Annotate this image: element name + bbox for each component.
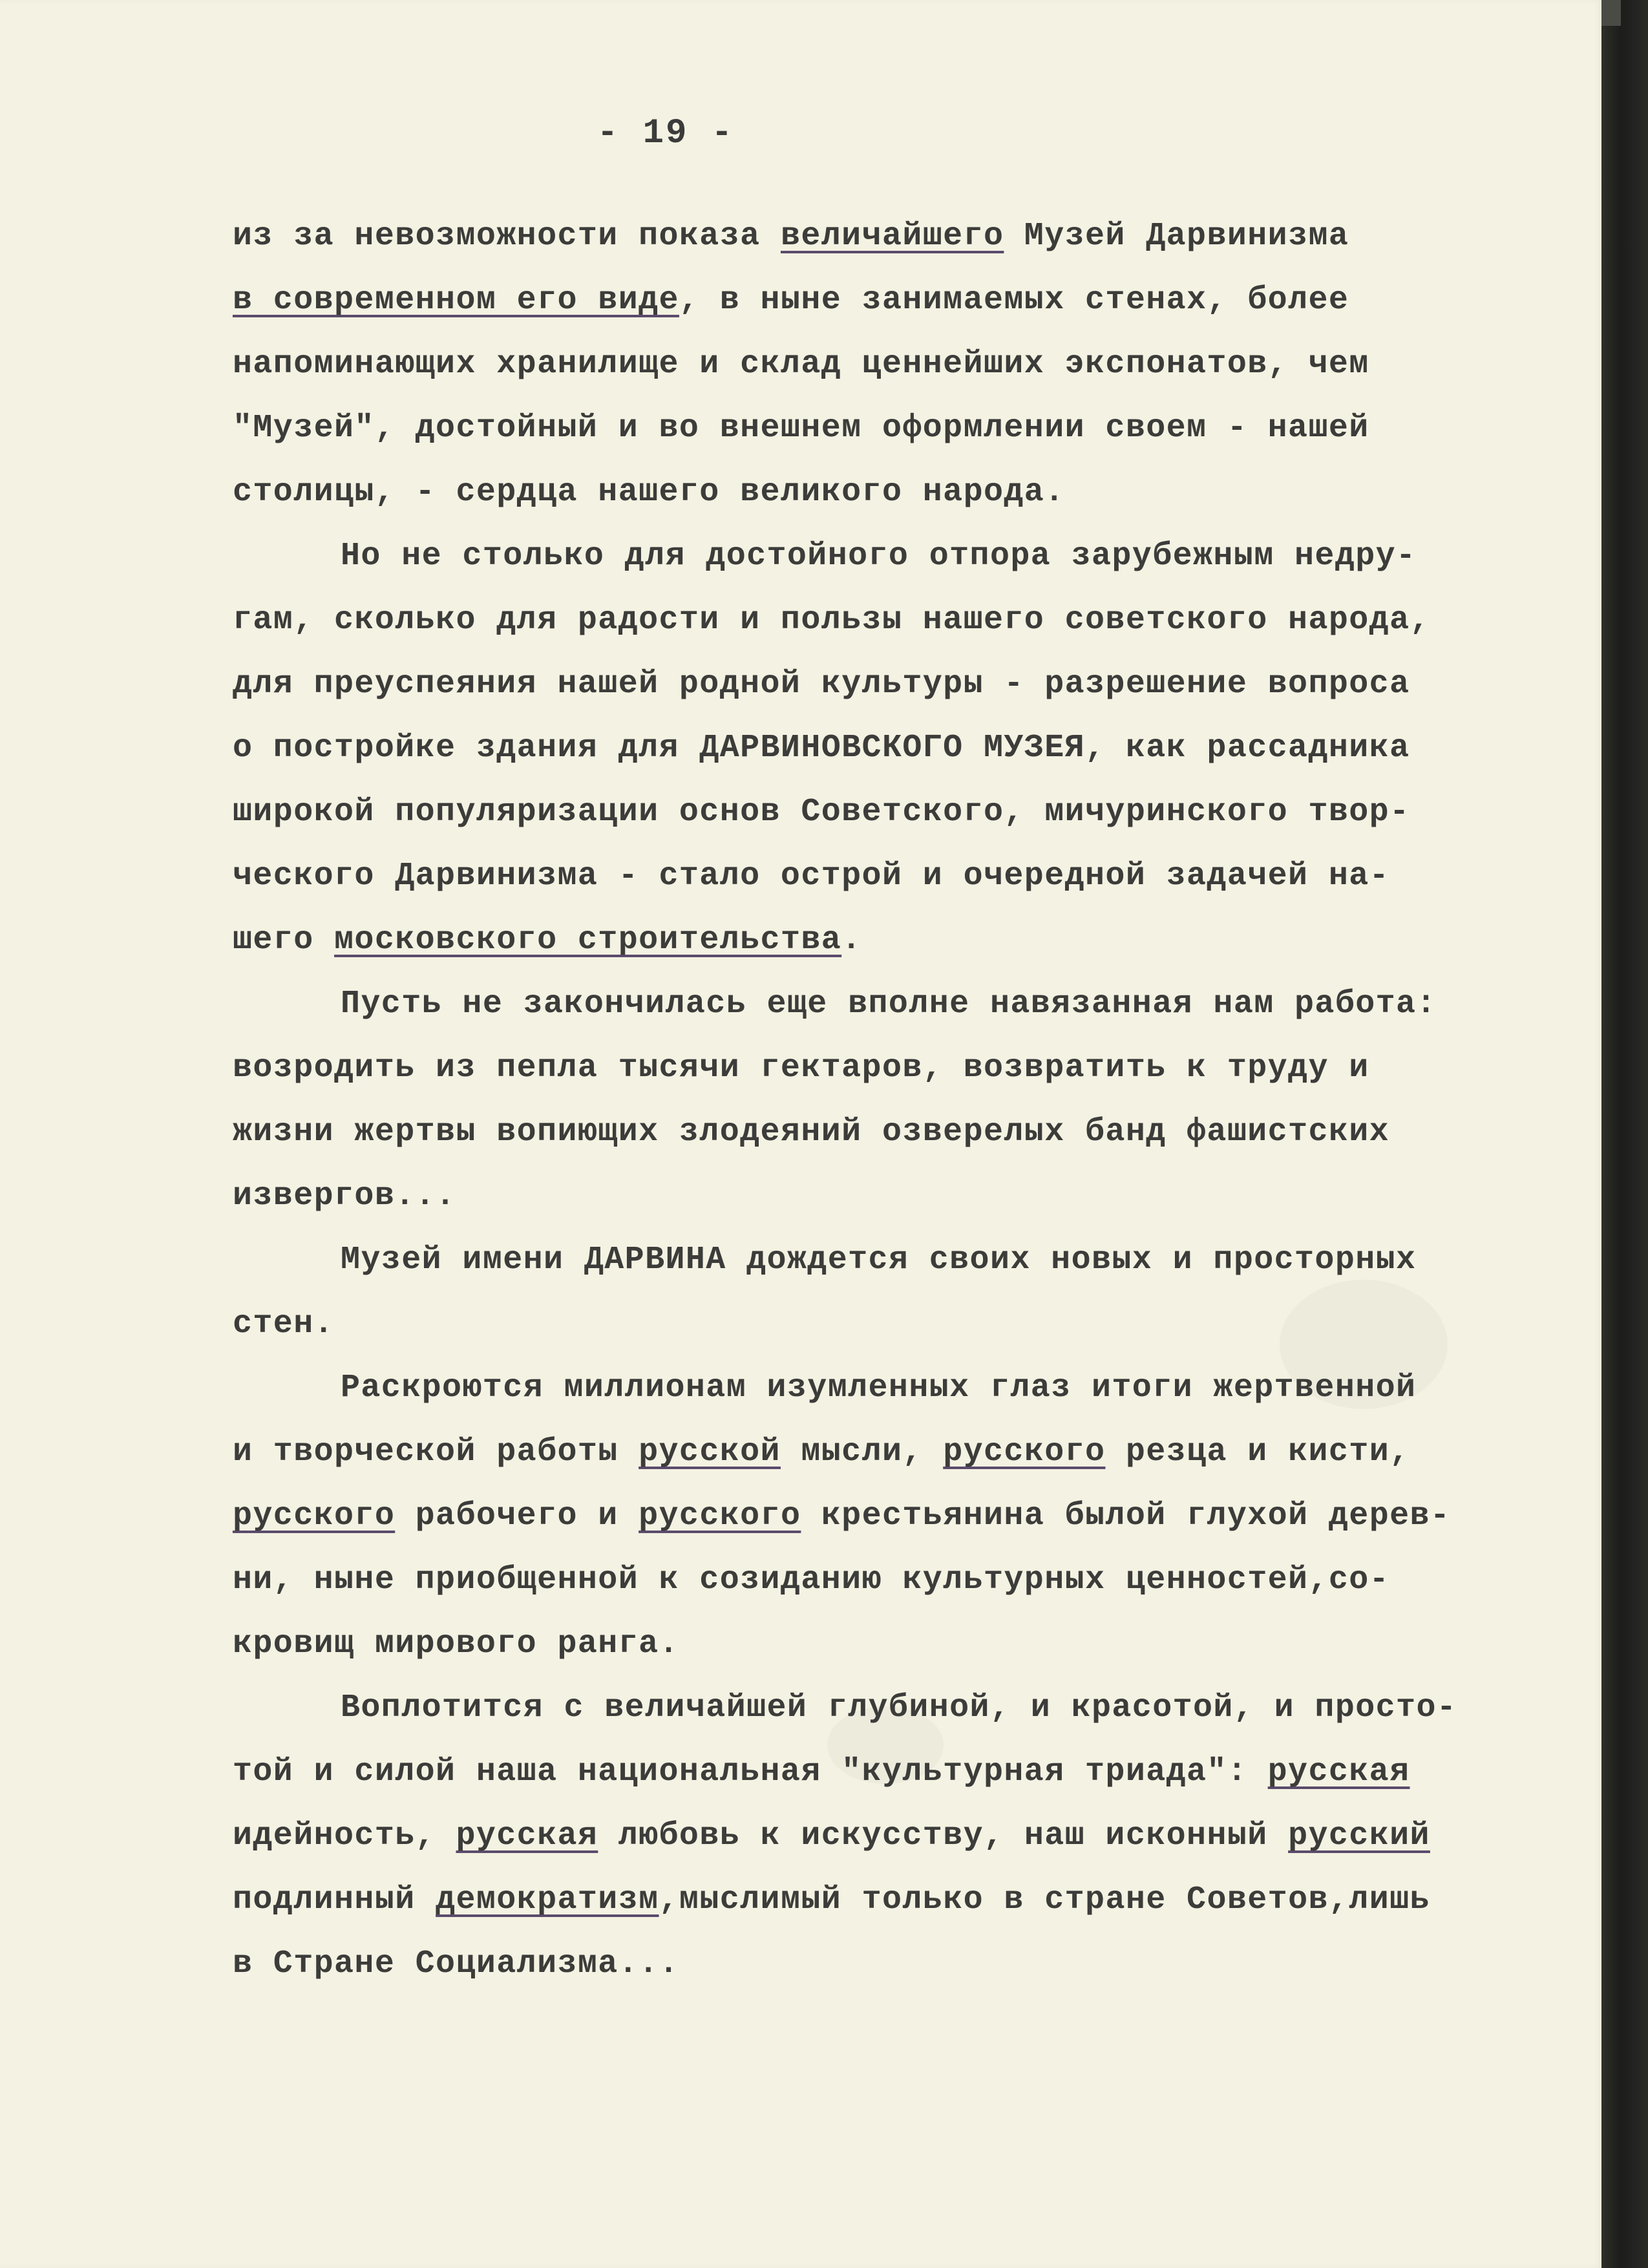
- text-segment: столицы, - сердца нашего великого народа.: [233, 474, 1065, 511]
- page-number: - 19 -: [597, 114, 735, 153]
- text-segment: и творческой работы: [233, 1434, 639, 1470]
- text-line: [233, 1292, 1545, 1356]
- text-line: [233, 844, 1545, 908]
- text-line: [233, 1548, 1545, 1612]
- text-line: [233, 1484, 1545, 1548]
- text-segment: любовь к искусству, наш исконный: [598, 1818, 1289, 1854]
- text-segment: шего: [233, 922, 335, 959]
- text-segment: широкой популяризации основ Советского, мичуринского твор-: [233, 794, 1410, 831]
- scan-background-corner: [1601, 0, 1621, 26]
- text-segment: извергов...: [233, 1178, 456, 1214]
- text-segment: той и силой наша национальная "культурная триада":: [233, 1754, 1268, 1790]
- text-segment: резца и кисти,: [1105, 1434, 1410, 1470]
- text-line: [233, 588, 1545, 652]
- text-line: [233, 780, 1545, 844]
- text-segment: ни, ныне приобщенной к созиданию культурных ценностей,со-: [233, 1562, 1390, 1598]
- underlined-text: русская: [1267, 1754, 1410, 1790]
- text-line: [233, 396, 1545, 460]
- text-segment: .: [841, 922, 862, 959]
- underlined-text: в современном его виде: [233, 282, 679, 319]
- text-line: [233, 972, 1545, 1036]
- text-line: [233, 1612, 1545, 1676]
- text-segment: , в ныне занимаемых стенах, более: [679, 282, 1349, 319]
- text-segment: возродить из пепла тысячи гектаров, возвратить к труду и: [233, 1050, 1369, 1086]
- text-segment: Музей имени ДАРВИНА дождется своих новых и просторных: [341, 1242, 1417, 1278]
- scan-background-edge: [1601, 0, 1648, 2268]
- text-line: [233, 1420, 1545, 1484]
- text-line: [233, 1740, 1545, 1804]
- text-line: [233, 1356, 1545, 1420]
- underlined-text: московского строительства: [334, 922, 842, 959]
- text-segment: идейность,: [233, 1818, 456, 1854]
- typewritten-text: [233, 204, 1545, 1996]
- underlined-text: русского: [639, 1498, 801, 1534]
- text-segment: напоминающих хранилище и склад ценнейших экспонатов, чем: [233, 346, 1369, 383]
- text-line: [233, 908, 1545, 972]
- text-segment: в Стране Социализма...: [233, 1945, 679, 1982]
- text-segment: о постройке здания для ДАРВИНОВСКОГО МУЗЕЯ, как рассадника: [233, 730, 1410, 767]
- text-segment: ,мыслимый только в стране Советов,лишь: [659, 1881, 1430, 1918]
- text-line: [233, 1228, 1545, 1292]
- text-line: [233, 268, 1545, 332]
- text-line: [233, 1100, 1545, 1164]
- text-segment: Но не столько для достойного отпора зарубежным недру-: [341, 538, 1417, 575]
- text-line: [233, 1164, 1545, 1228]
- text-segment: рабочего и: [395, 1498, 639, 1534]
- text-line: [233, 204, 1545, 268]
- text-segment: гам, сколько для радости и пользы нашего советского народа,: [233, 602, 1430, 639]
- text-segment: Раскроются миллионам изумленных глаз итоги жертвенной: [341, 1370, 1417, 1406]
- text-segment: ческого Дарвинизма - стало острой и очередной задачей на-: [233, 858, 1390, 895]
- text-line: [233, 716, 1545, 780]
- text-segment: из за невозможности показа: [233, 218, 781, 255]
- text-line: [233, 524, 1545, 588]
- text-line: [233, 1932, 1545, 1996]
- text-line: [233, 1868, 1545, 1932]
- text-segment: кровищ мирового ранга.: [233, 1626, 679, 1662]
- text-segment: Пусть не закончилась еще вполне навязанная нам работа:: [341, 986, 1437, 1023]
- text-segment: жизни жертвы вопиющих злодеяний озверелых банд фашистских: [233, 1114, 1390, 1150]
- text-line: [233, 460, 1545, 524]
- underlined-text: русского: [943, 1434, 1106, 1470]
- text-segment: Музей Дарвинизма: [1004, 218, 1349, 255]
- underlined-text: величайшего: [780, 218, 1004, 255]
- text-line: [233, 1036, 1545, 1100]
- text-line: [233, 1676, 1545, 1740]
- text-line: [233, 1804, 1545, 1868]
- text-segment: стен.: [233, 1306, 335, 1342]
- underlined-text: русской: [639, 1434, 781, 1470]
- underlined-text: демократизм: [436, 1881, 659, 1918]
- underlined-text: русская: [456, 1818, 598, 1854]
- underlined-text: русский: [1288, 1818, 1430, 1854]
- text-segment: подлинный: [233, 1881, 436, 1918]
- text-segment: Воплотится с величайшей глубиной, и красотой, и просто-: [341, 1690, 1457, 1726]
- text-line: [233, 652, 1545, 716]
- underlined-text: русского: [233, 1498, 396, 1534]
- text-line: [233, 332, 1545, 396]
- text-segment: крестьянина былой глухой дерев-: [801, 1498, 1451, 1534]
- text-segment: для преуспеяния нашей родной культуры - разрешение вопроса: [233, 666, 1410, 703]
- text-segment: мысли,: [780, 1434, 944, 1470]
- text-segment: "Музей", достойный и во внешнем оформлении своем - нашей: [233, 410, 1369, 447]
